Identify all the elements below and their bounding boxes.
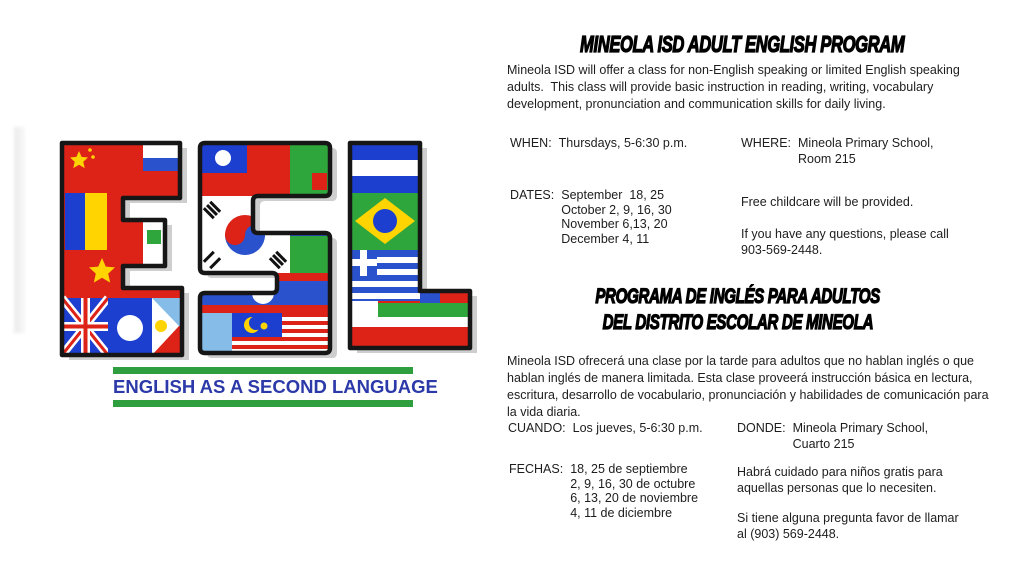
where-line1: Mineola Primary School, <box>798 136 934 150</box>
date-line: December 4, 11 <box>561 231 650 246</box>
donde-row <box>737 421 928 452</box>
childcare-note-es <box>737 464 943 496</box>
fechas-label: FECHAS: <box>509 462 564 476</box>
questions-line: Si tiene alguna pregunta favor de llamar <box>737 511 959 525</box>
spanish-intro <box>507 353 989 421</box>
fecha-line: 4, 11 de diciembre <box>570 505 673 520</box>
fecha-line: 18, 25 de septiembre <box>570 462 688 476</box>
when-row <box>510 136 694 152</box>
banner-text: ENGLISH AS A SECOND LANGUAGE <box>113 376 438 397</box>
banner-top-bar <box>113 367 413 374</box>
dates-list <box>561 188 672 246</box>
letter-s-flags <box>200 143 330 353</box>
donde-label: DONDE: <box>737 421 786 435</box>
questions-line: al (903) 569-2448. <box>737 526 840 541</box>
letter-l-flags <box>350 143 470 348</box>
donde-line1: Mineola Primary School, <box>792 421 929 435</box>
scan-smudge <box>14 127 25 333</box>
intro-line: la vida diaria. <box>507 405 581 419</box>
where-label: WHERE: <box>741 136 791 150</box>
cuando-row <box>508 421 710 437</box>
english-intro <box>507 62 960 113</box>
childcare-note: Free childcare will be provided. <box>741 195 914 209</box>
dates-row <box>510 188 672 246</box>
where-value <box>798 136 933 167</box>
intro-line: development, pronunciation and communication skills for daily living. <box>507 97 886 111</box>
intro-line: Mineola ISD will offer a class for non-English speaking or limited English speaking <box>507 63 960 77</box>
when-label: WHEN: <box>510 136 552 150</box>
intro-line: adults. This class will provide basic instruction in reading, writing, vocabulary <box>507 80 934 94</box>
dates-label: DATES: <box>510 188 555 202</box>
english-title: MINEOLA ISD ADULT ENGLISH PROGRAM <box>580 31 905 57</box>
spanish-title: PROGRAMA DE INGLÉS PARA ADULTOS DEL DISTRITO ESCOLAR DE MINEOLA <box>595 285 880 334</box>
questions-note <box>741 226 949 258</box>
intro-line: Mineola ISD ofrecerá una clase por la tarde para adultos que no hablan inglés o que <box>507 354 974 368</box>
questions-line: 903-569-2448. <box>741 243 823 257</box>
where-row <box>741 136 933 167</box>
donde-value <box>793 421 928 452</box>
childcare-line: aquellas personas que lo necesiten. <box>737 481 937 495</box>
date-line: September 18, 25 <box>561 188 665 202</box>
banner-bottom-bar <box>113 400 413 407</box>
intro-line: escritura, desarrollo de vocabulario, pronunciación y habilidades de comunicación para <box>507 388 989 402</box>
date-line: October 2, 9, 16, 30 <box>561 202 672 217</box>
intro-line: hablan inglés de manera limitada. Esta clase proveerá instrucción básica en lectura, <box>507 371 973 385</box>
date-line: November 6,13, 20 <box>561 217 668 231</box>
fecha-line: 2, 9, 16, 30 de octubre <box>570 476 696 491</box>
fechas-row <box>509 462 698 520</box>
questions-note-es <box>737 511 959 542</box>
esl-banner <box>113 367 438 407</box>
fecha-line: 6, 13, 20 de noviembre <box>570 491 699 505</box>
cuando-value: Los jueves, 5-6:30 p.m. <box>572 421 703 435</box>
cuando-label: CUANDO: <box>508 421 566 435</box>
childcare-line: Habrá cuidado para niños gratis para <box>737 465 943 479</box>
fechas-list <box>570 462 698 520</box>
questions-line: If you have any questions, please call <box>741 227 949 241</box>
esl-flags-logo <box>55 138 485 363</box>
where-line2: Room 215 <box>798 151 856 166</box>
when-value: Thursdays, 5-6:30 p.m. <box>558 136 688 150</box>
donde-line2: Cuarto 215 <box>792 436 855 451</box>
